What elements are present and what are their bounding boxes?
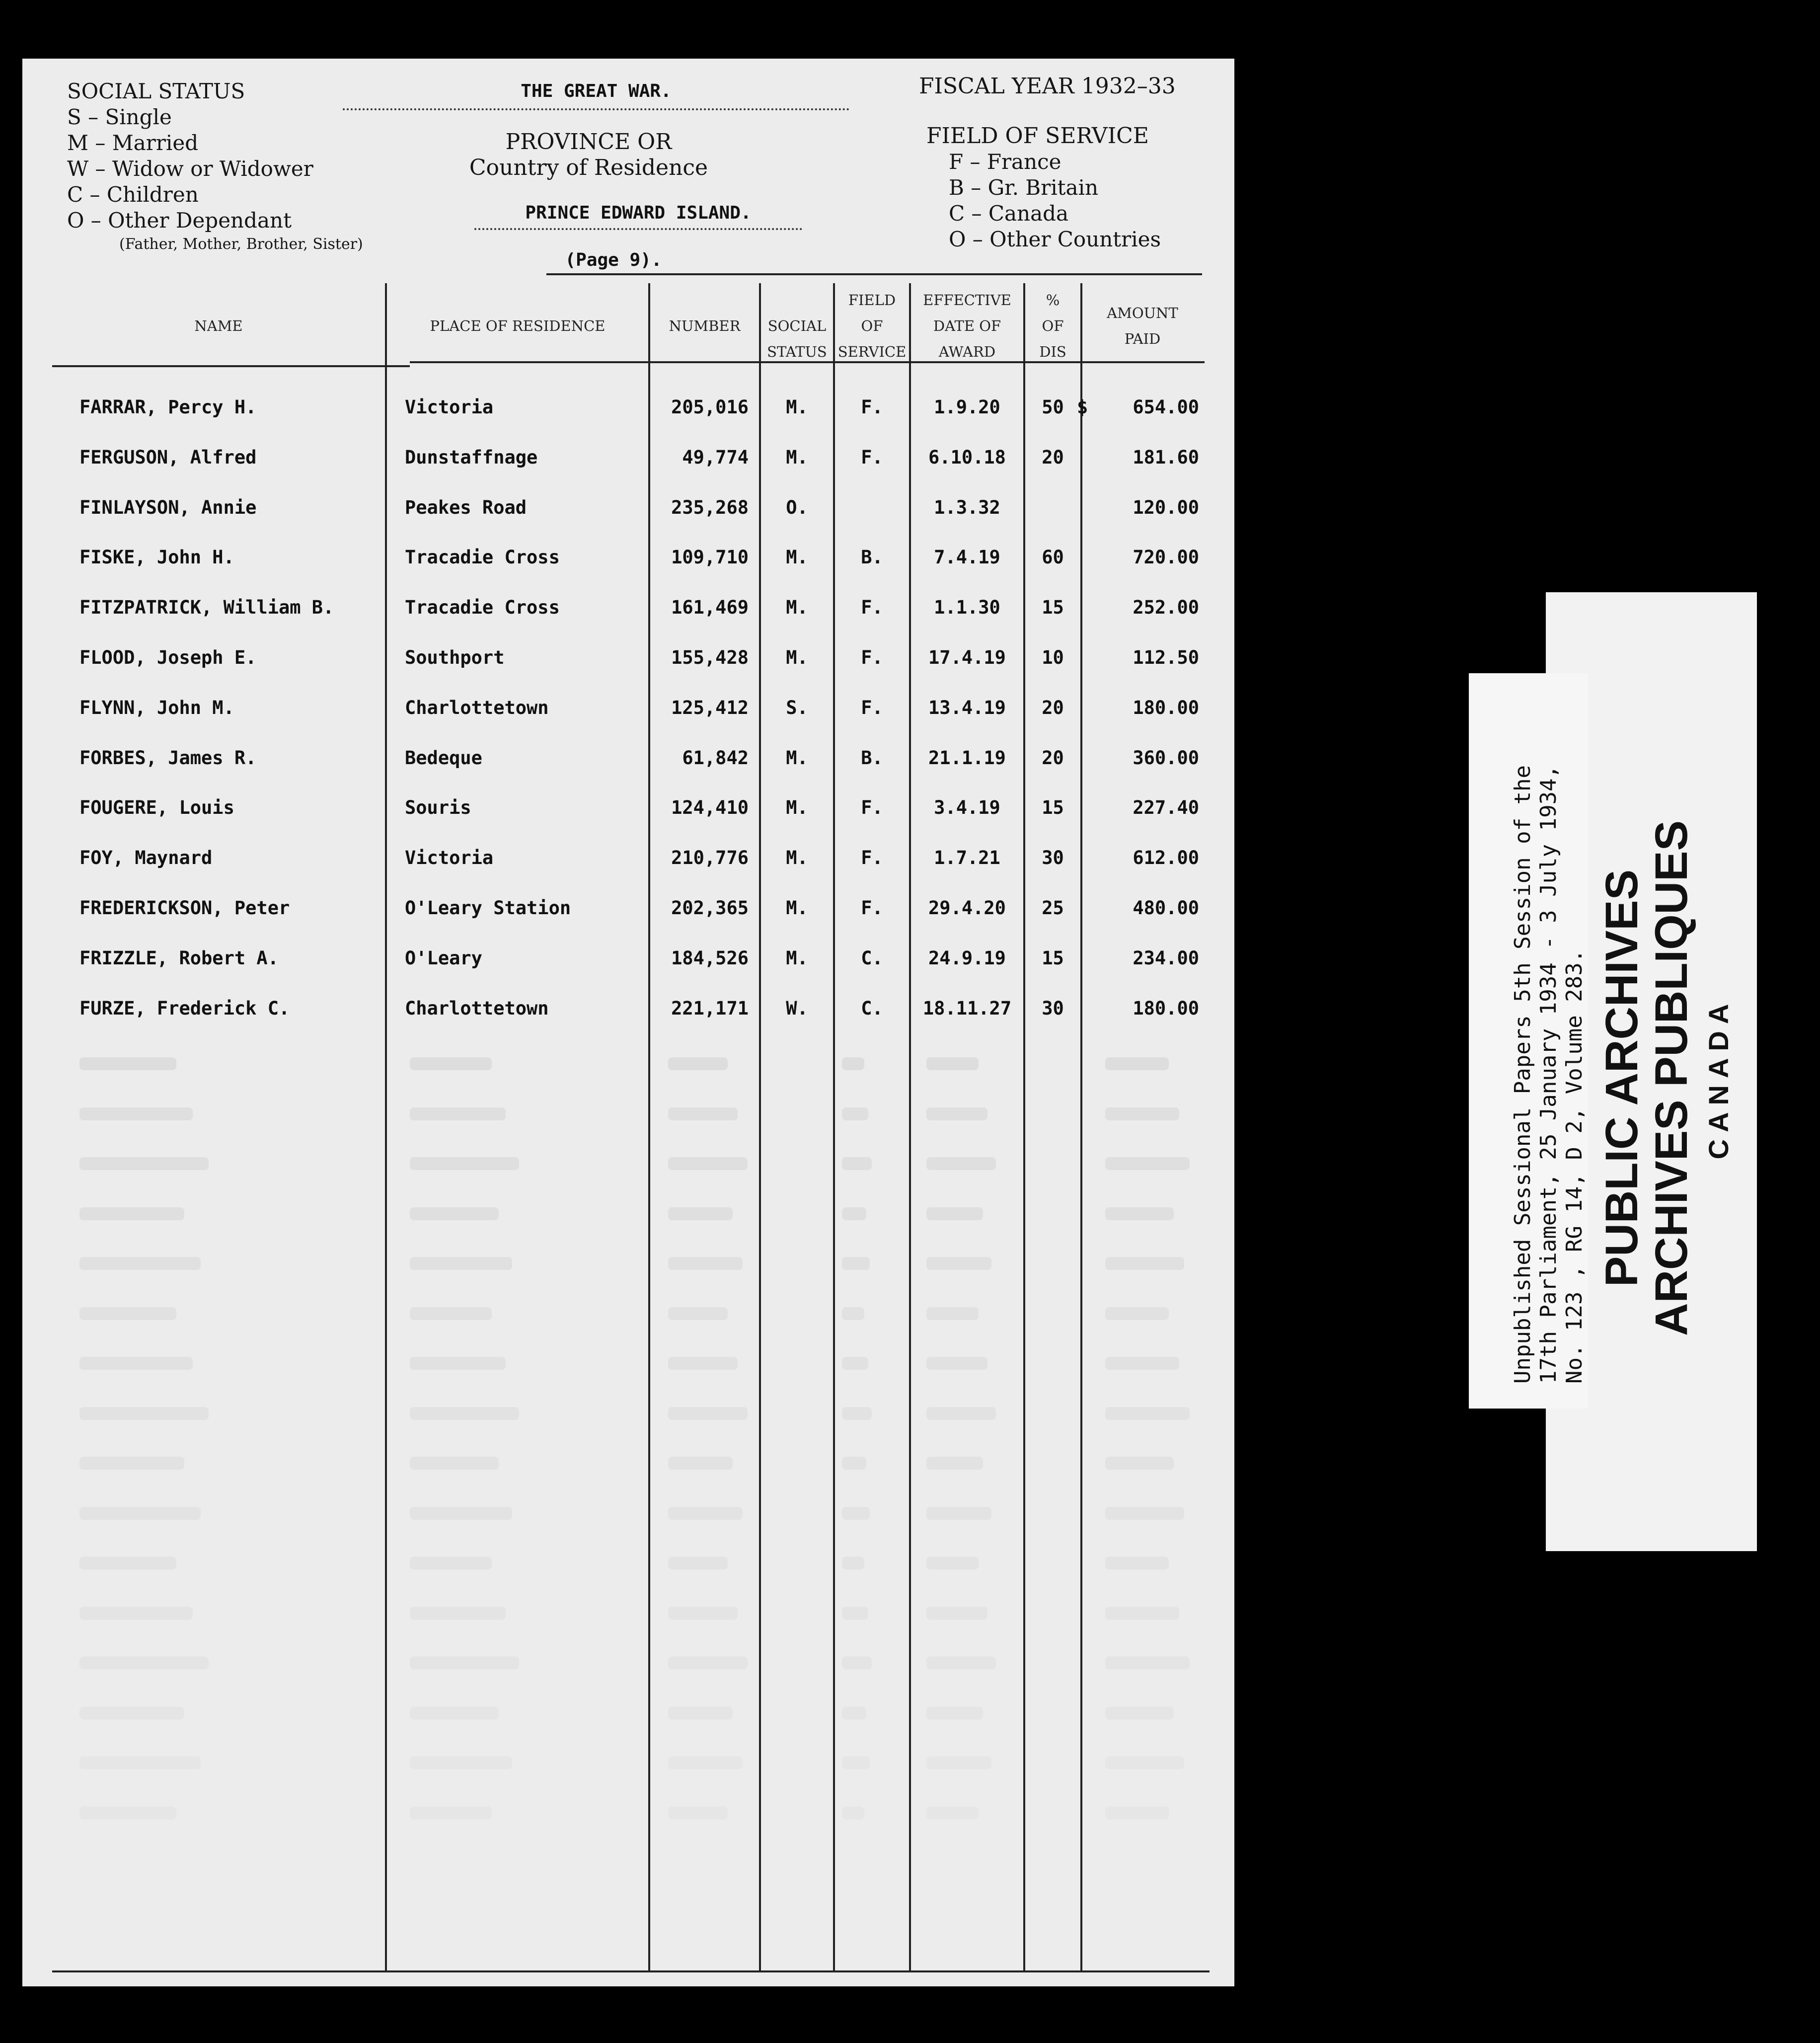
legend-item: F – France — [949, 150, 1062, 174]
col-header-field — [835, 287, 909, 365]
cell-number: 109,710 — [671, 547, 749, 568]
bleed-through-mark — [79, 1357, 193, 1370]
bleed-through-mark — [842, 1357, 868, 1370]
legend-item: B – Gr. Britain — [949, 175, 1099, 200]
bleed-through-mark — [1105, 1807, 1169, 1819]
col-header-date-line: DATE OF — [933, 317, 1001, 334]
bleed-through-mark — [410, 1207, 499, 1220]
bleed-through-mark — [926, 1457, 983, 1470]
cell-residence: Victoria — [405, 396, 494, 418]
bleed-through-mark — [410, 1807, 492, 1819]
bleed-through-mark — [926, 1107, 987, 1120]
bleed-through-mark — [842, 1507, 870, 1520]
bleed-through-mark — [926, 1507, 991, 1520]
cell-pct: 15 — [1042, 797, 1064, 819]
cell-amount: 360.00 — [1133, 747, 1199, 769]
cell-name: FLOOD, Joseph E. — [79, 647, 257, 668]
bleed-through-mark — [926, 1557, 979, 1570]
cell-status: M. — [786, 597, 808, 619]
col-header-pct-line: DIS — [1039, 343, 1066, 360]
bleed-through-mark — [668, 1607, 738, 1620]
bleed-through-mark — [79, 1157, 209, 1170]
bleed-through-mark — [668, 1507, 743, 1520]
cell-number: 125,412 — [671, 697, 749, 718]
bleed-through-mark — [842, 1807, 864, 1819]
col-header-pct — [1025, 287, 1080, 365]
cell-field: F. — [861, 797, 883, 819]
cell-date: 7.4.19 — [934, 547, 1000, 568]
dollar-sign: $ — [1077, 396, 1088, 418]
cell-name: FURZE, Frederick C. — [79, 997, 290, 1019]
cell-date: 17.4.19 — [928, 647, 1006, 668]
cell-residence: O'Leary — [405, 947, 482, 969]
cell-name: FLYNN, John M. — [79, 697, 234, 718]
legend-item: M – Married — [67, 131, 199, 155]
cell-pct: 10 — [1042, 647, 1064, 668]
legend-item: W – Widow or Widower — [67, 157, 313, 181]
cell-date: 29.4.20 — [928, 897, 1006, 919]
bleed-through-mark — [410, 1107, 506, 1120]
col-header-amount — [1082, 300, 1203, 352]
cell-amount: 252.00 — [1133, 597, 1199, 619]
bleed-through-mark — [842, 1756, 870, 1769]
col-header-amount-line: AMOUNT — [1107, 305, 1178, 321]
cell-residence: Victoria — [405, 847, 494, 869]
page-bottom-rule — [52, 1970, 1210, 1972]
bleed-through-mark — [79, 1756, 201, 1769]
cell-name: FOY, Maynard — [79, 847, 213, 869]
col-header-field-line: OF — [861, 317, 883, 334]
bleed-through-mark — [668, 1357, 738, 1370]
cell-field: B. — [861, 747, 883, 769]
bleed-through-mark — [79, 1557, 176, 1570]
cell-residence: Souris — [405, 797, 471, 819]
bleed-through-mark — [668, 1207, 733, 1220]
bleed-through-mark — [410, 1407, 519, 1420]
col-header-residence: PLACE OF RESIDENCE — [430, 317, 606, 334]
province-name: PRINCE EDWARD ISLAND. — [474, 203, 802, 230]
cell-date: 18.11.27 — [922, 997, 1012, 1019]
archive-note-line: Unpublished Sessional Papers 5th Session of the — [1510, 765, 1535, 1384]
cell-residence: Charlottetown — [405, 697, 549, 718]
cell-name: FINLAYSON, Annie — [79, 496, 257, 518]
cell-number: 210,776 — [671, 847, 749, 869]
bleed-through-mark — [79, 1107, 193, 1120]
column-divider — [1080, 283, 1082, 1970]
col-header-amount-line: PAID — [1124, 330, 1161, 347]
cell-status: O. — [786, 496, 808, 518]
bleed-through-mark — [79, 1457, 184, 1470]
col-header-pct-line: OF — [1042, 317, 1064, 334]
cell-pct: 30 — [1042, 997, 1064, 1019]
cell-residence: Dunstaffnage — [405, 446, 538, 468]
bleed-through-mark — [79, 1257, 201, 1270]
bleed-through-mark — [926, 1307, 979, 1320]
cell-field: C. — [861, 997, 883, 1019]
archive-note-line: 17th Parliament, 25 January 1934 - 3 July 1934, — [1536, 765, 1561, 1384]
bleed-through-mark — [842, 1407, 872, 1420]
col-header-date — [911, 287, 1023, 365]
bleed-through-mark — [1105, 1407, 1190, 1420]
bleed-through-mark — [668, 1257, 743, 1270]
bleed-through-mark — [410, 1307, 492, 1320]
cell-status: M. — [786, 547, 808, 568]
column-divider — [909, 283, 911, 1970]
cell-pct: 25 — [1042, 897, 1064, 919]
bleed-through-mark — [842, 1057, 864, 1070]
cell-residence: Bedeque — [405, 747, 482, 769]
cell-name: FOUGERE, Louis — [79, 797, 234, 819]
legend-item: C – Canada — [949, 201, 1069, 226]
cell-name: FORBES, James R. — [79, 747, 257, 769]
cell-residence: Charlottetown — [405, 997, 549, 1019]
cell-number: 235,268 — [671, 496, 749, 518]
cell-field: F. — [861, 897, 883, 919]
bleed-through-mark — [1105, 1507, 1184, 1520]
bleed-through-mark — [79, 1057, 176, 1070]
bleed-through-mark — [79, 1707, 184, 1720]
cell-pct: 50 — [1042, 396, 1064, 418]
cell-residence: Tracadie Cross — [405, 597, 560, 619]
cell-date: 3.4.19 — [934, 797, 1000, 819]
cell-name: FITZPATRICK, William B. — [79, 597, 334, 619]
bleed-through-mark — [926, 1807, 979, 1819]
bleed-through-mark — [842, 1457, 866, 1470]
province-label-1: PROVINCE OR — [505, 129, 672, 155]
col-header-field-line: FIELD — [848, 292, 896, 309]
cell-amount: 227.40 — [1133, 797, 1199, 819]
cell-date: 1.3.32 — [934, 496, 1000, 518]
cell-residence: Peakes Road — [405, 496, 527, 518]
cell-amount: 654.00 — [1133, 396, 1199, 418]
bleed-through-mark — [1105, 1307, 1169, 1320]
bleed-through-mark — [926, 1756, 991, 1769]
bleed-through-mark — [1105, 1207, 1174, 1220]
bleed-through-mark — [1105, 1656, 1190, 1669]
cell-pct: 15 — [1042, 597, 1064, 619]
cell-date: 24.9.19 — [928, 947, 1006, 969]
cell-name: FARRAR, Percy H. — [79, 396, 257, 418]
cell-pct: 30 — [1042, 847, 1064, 869]
bleed-through-mark — [668, 1457, 733, 1470]
bleed-through-mark — [1105, 1157, 1190, 1170]
cell-date: 13.4.19 — [928, 697, 1006, 718]
bleed-through-mark — [842, 1557, 864, 1570]
bleed-through-mark — [926, 1407, 996, 1420]
bleed-through-mark — [410, 1357, 506, 1370]
bleed-through-mark — [410, 1756, 512, 1769]
col-header-date-line: AWARD — [938, 343, 996, 360]
archive-stamp-line: CANADA — [1703, 997, 1734, 1160]
cell-number: 61,842 — [682, 747, 749, 769]
cell-amount: 180.00 — [1133, 997, 1199, 1019]
bleed-through-mark — [842, 1257, 870, 1270]
bleed-through-mark — [842, 1656, 872, 1669]
cell-amount: 120.00 — [1133, 496, 1199, 518]
cell-amount: 181.60 — [1133, 446, 1199, 468]
legend-item: O – Other Dependant — [67, 208, 292, 233]
bleed-through-mark — [668, 1407, 748, 1420]
header-top-rule — [546, 273, 1202, 275]
bleed-through-mark — [410, 1507, 512, 1520]
cell-status: M. — [786, 947, 808, 969]
bleed-through-mark — [1105, 1057, 1169, 1070]
cell-amount: 480.00 — [1133, 897, 1199, 919]
cell-status: M. — [786, 396, 808, 418]
field-of-service-legend — [926, 123, 1161, 252]
bleed-through-mark — [926, 1607, 987, 1620]
cell-number: 205,016 — [671, 396, 749, 418]
bleed-through-mark — [1105, 1756, 1184, 1769]
bleed-through-mark — [79, 1656, 209, 1669]
cell-status: M. — [786, 647, 808, 668]
cell-amount: 112.50 — [1133, 647, 1199, 668]
cell-number: 184,526 — [671, 947, 749, 969]
cell-amount: 180.00 — [1133, 697, 1199, 718]
bleed-through-mark — [1105, 1557, 1169, 1570]
column-divider — [1023, 283, 1025, 1970]
cell-date: 6.10.18 — [928, 446, 1006, 468]
cell-field: F. — [861, 446, 883, 468]
province-label-2: Country of Residence — [469, 155, 708, 180]
bleed-through-mark — [842, 1607, 868, 1620]
war-title: THE GREAT WAR. — [343, 81, 849, 110]
bleed-through-mark — [1105, 1607, 1179, 1620]
cell-name: FREDERICKSON, Peter — [79, 897, 290, 919]
cell-field: F. — [861, 597, 883, 619]
col-header-status — [761, 313, 833, 365]
cell-number: 221,171 — [671, 997, 749, 1019]
cell-status: M. — [786, 747, 808, 769]
bleed-through-mark — [926, 1157, 996, 1170]
bleed-through-mark — [926, 1057, 979, 1070]
archive-note-line: No. 123 , RG 14, D 2, Volume 283. — [1562, 949, 1587, 1384]
bleed-through-mark — [668, 1656, 748, 1669]
bleed-through-mark — [1105, 1707, 1174, 1720]
col-header-status-line: SOCIAL — [767, 317, 827, 334]
col-header-field-line: SERVICE — [837, 343, 907, 360]
cell-amount: 234.00 — [1133, 947, 1199, 969]
social-status-legend — [67, 79, 363, 255]
cell-residence: Tracadie Cross — [405, 547, 560, 568]
cell-pct: 20 — [1042, 446, 1064, 468]
bleed-through-mark — [926, 1357, 987, 1370]
bleed-through-mark — [1105, 1457, 1174, 1470]
cell-date: 21.1.19 — [928, 747, 1006, 769]
bleed-through-mark — [410, 1656, 519, 1669]
column-divider — [648, 283, 650, 1970]
cell-field: F. — [861, 396, 883, 418]
bleed-through-mark — [842, 1307, 864, 1320]
bleed-through-mark — [926, 1257, 991, 1270]
bleed-through-mark — [842, 1207, 866, 1220]
archive-note — [1510, 765, 1588, 1384]
col-header-status-line: STATUS — [767, 343, 827, 360]
cell-number: 124,410 — [671, 797, 749, 819]
cell-field: F. — [861, 697, 883, 718]
cell-field: F. — [861, 847, 883, 869]
bleed-through-mark — [668, 1756, 743, 1769]
cell-pct: 20 — [1042, 747, 1064, 769]
cell-number: 49,774 — [682, 446, 749, 468]
cell-date: 1.9.20 — [934, 396, 1000, 418]
field-of-service-title: FIELD OF SERVICE — [926, 123, 1149, 149]
bleed-through-mark — [1105, 1107, 1179, 1120]
archive-stamp — [1597, 795, 1741, 1361]
cell-field: B. — [861, 547, 883, 568]
bleed-through-mark — [668, 1157, 748, 1170]
cell-status: M. — [786, 897, 808, 919]
cell-number: 202,365 — [671, 897, 749, 919]
bleed-through-mark — [842, 1157, 872, 1170]
page-number: (Page 9). — [565, 250, 662, 270]
bleed-through-mark — [79, 1507, 201, 1520]
cell-date: 1.7.21 — [934, 847, 1000, 869]
cell-status: M. — [786, 446, 808, 468]
bleed-through-mark — [79, 1207, 184, 1220]
cell-number: 155,428 — [671, 647, 749, 668]
cell-name: FISKE, John H. — [79, 547, 234, 568]
legend-item: O – Other Countries — [949, 227, 1161, 251]
col-header-date-line: EFFECTIVE — [923, 292, 1011, 309]
bleed-through-mark — [1105, 1257, 1184, 1270]
column-divider — [759, 283, 761, 1970]
fiscal-year: FISCAL YEAR 1932–33 — [919, 74, 1176, 99]
legend-note: (Father, Mother, Brother, Sister) — [119, 236, 363, 253]
cell-status: S. — [786, 697, 808, 718]
bleed-through-mark — [668, 1307, 728, 1320]
cell-status: W. — [786, 997, 808, 1019]
bleed-through-mark — [668, 1057, 728, 1070]
bleed-through-mark — [410, 1707, 499, 1720]
bleed-through-mark — [926, 1207, 983, 1220]
document-page — [22, 59, 1234, 1986]
archive-stamp-line: ARCHIVES PUBLIQUES — [1646, 820, 1697, 1336]
cell-status: M. — [786, 847, 808, 869]
bleed-through-mark — [410, 1607, 506, 1620]
col-header-pct-line: % — [1046, 292, 1060, 309]
cell-name: FERGUSON, Alfred — [79, 446, 257, 468]
archive-stamp-line: PUBLIC ARCHIVES — [1596, 869, 1647, 1287]
bleed-through-mark — [410, 1157, 519, 1170]
cell-field: C. — [861, 947, 883, 969]
cell-number: 161,469 — [671, 597, 749, 619]
bleed-through-mark — [410, 1457, 499, 1470]
bleed-through-mark — [842, 1107, 868, 1120]
bleed-through-mark — [668, 1557, 728, 1570]
bleed-through-mark — [926, 1656, 996, 1669]
cell-pct: 15 — [1042, 947, 1064, 969]
bleed-through-mark — [1105, 1357, 1179, 1370]
bleed-through-mark — [79, 1807, 176, 1819]
bleed-through-mark — [79, 1307, 176, 1320]
cell-field: F. — [861, 647, 883, 668]
bleed-through-mark — [410, 1557, 492, 1570]
cell-name: FRIZZLE, Robert A. — [79, 947, 279, 969]
col-header-number: NUMBER — [669, 317, 741, 334]
bleed-through-mark — [668, 1107, 738, 1120]
cell-amount: 720.00 — [1133, 547, 1199, 568]
cell-amount: 612.00 — [1133, 847, 1199, 869]
cell-residence: Southport — [405, 647, 505, 668]
bleed-through-mark — [668, 1807, 728, 1819]
bleed-through-mark — [79, 1607, 193, 1620]
header-bottom-rule — [52, 365, 410, 367]
column-divider — [385, 283, 387, 1970]
cell-pct: 20 — [1042, 697, 1064, 718]
cell-pct: 60 — [1042, 547, 1064, 568]
social-status-title: SOCIAL STATUS — [67, 79, 245, 103]
bleed-through-mark — [410, 1257, 512, 1270]
legend-item: C – Children — [67, 182, 199, 207]
cell-date: 1.1.30 — [934, 597, 1000, 619]
bleed-through-mark — [79, 1407, 209, 1420]
bleed-through-mark — [926, 1707, 983, 1720]
legend-item: S – Single — [67, 105, 172, 129]
column-divider — [833, 283, 835, 1970]
bleed-through-mark — [842, 1707, 866, 1720]
bleed-through-mark — [668, 1707, 733, 1720]
col-header-name: NAME — [194, 317, 243, 334]
bleed-through-mark — [410, 1057, 492, 1070]
cell-status: M. — [786, 797, 808, 819]
cell-residence: O'Leary Station — [405, 897, 571, 919]
